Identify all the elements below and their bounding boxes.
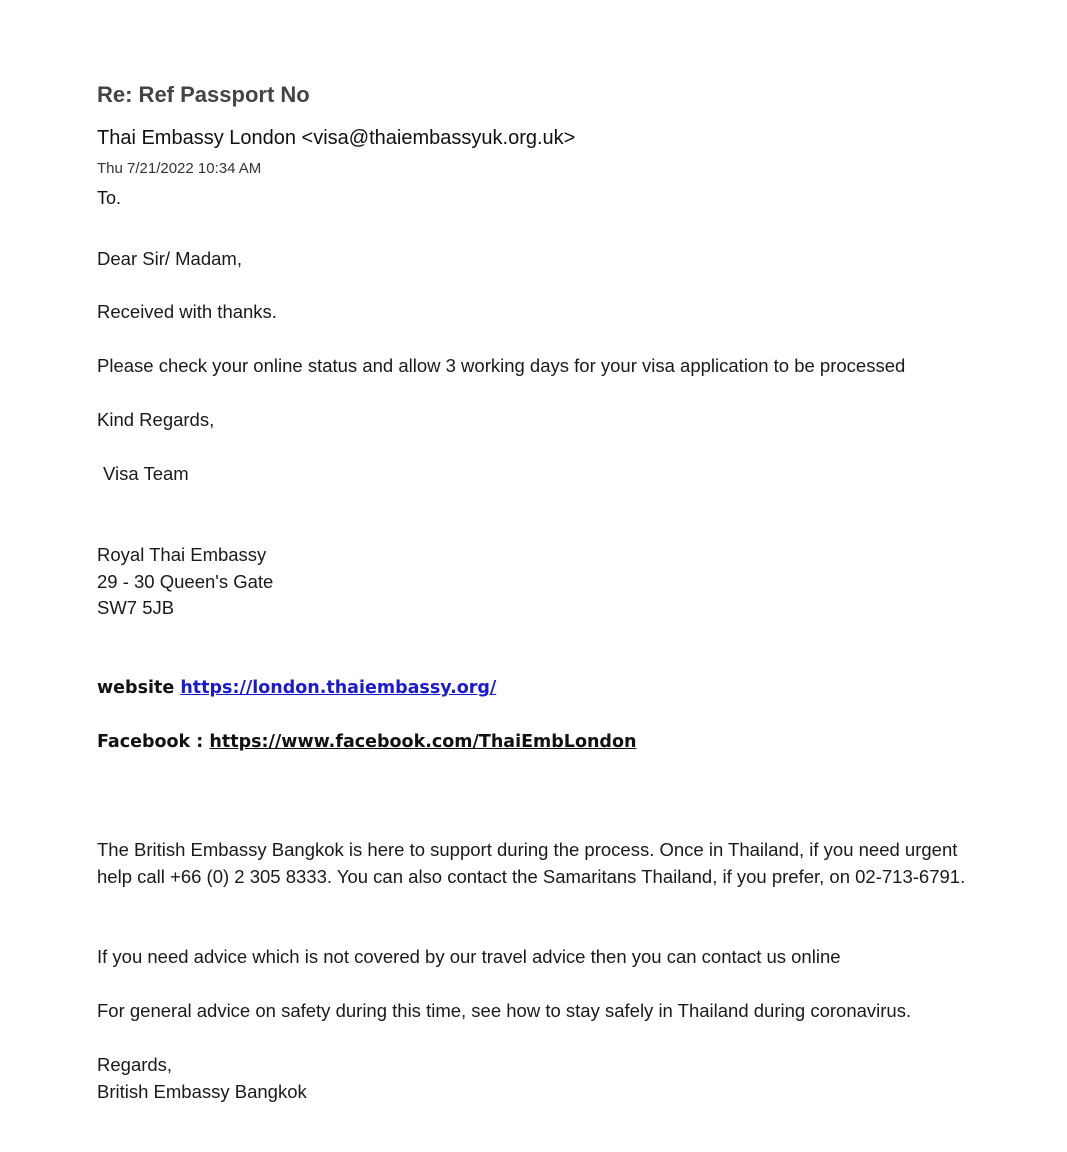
website-link[interactable]: https://london.thaiembassy.org/ — [180, 678, 497, 698]
website-line — [97, 678, 496, 698]
regards: Regards, — [97, 1054, 173, 1075]
address-name: Royal Thai Embassy — [97, 544, 267, 565]
advice-paragraph: If you need advice which is not covered by our travel advice then you can contact us online — [97, 946, 841, 967]
signoff: British Embassy Bangkok — [97, 1080, 307, 1102]
facebook-line — [97, 732, 636, 752]
address-postcode: SW7 5JB — [97, 597, 175, 618]
british-embassy-paragraph: The British Embassy Bangkok is here to support during the process. Once in Thailand, if you need urgent help call +66 (0) 2 305 8333. You can also contact the Samaritans Thailand, if you prefer, on 02-713-6791. — [97, 839, 966, 887]
embassy-address — [97, 542, 997, 622]
greeting: Dear Sir/ Madam, — [97, 248, 242, 269]
kind-regards: Kind Regards, — [97, 409, 215, 430]
status-line: Please check your online status and allow 3 working days for your visa application to be processed — [97, 355, 906, 376]
address-street: 29 - 30 Queen's Gate — [97, 570, 274, 592]
email-to-label: To. — [97, 188, 122, 208]
visa-team: Visa Team — [103, 463, 189, 484]
facebook-label: Facebook : — [97, 732, 204, 752]
received-line: Received with thanks. — [97, 301, 277, 322]
email-date: Thu 7/21/2022 10:34 AM — [97, 160, 262, 177]
email-subject: Re: Ref Passport No — [97, 82, 310, 107]
safety-paragraph: For general advice on safety during this time, see how to stay safely in Thailand during coronavirus. — [97, 1000, 912, 1021]
email-sender: Thai Embassy London <visa@thaiembassyuk.org.uk> — [97, 127, 576, 149]
website-label: website — [97, 678, 175, 698]
signature — [97, 1052, 997, 1105]
facebook-link[interactable]: https://www.facebook.com/ThaiEmbLondon — [209, 732, 637, 752]
